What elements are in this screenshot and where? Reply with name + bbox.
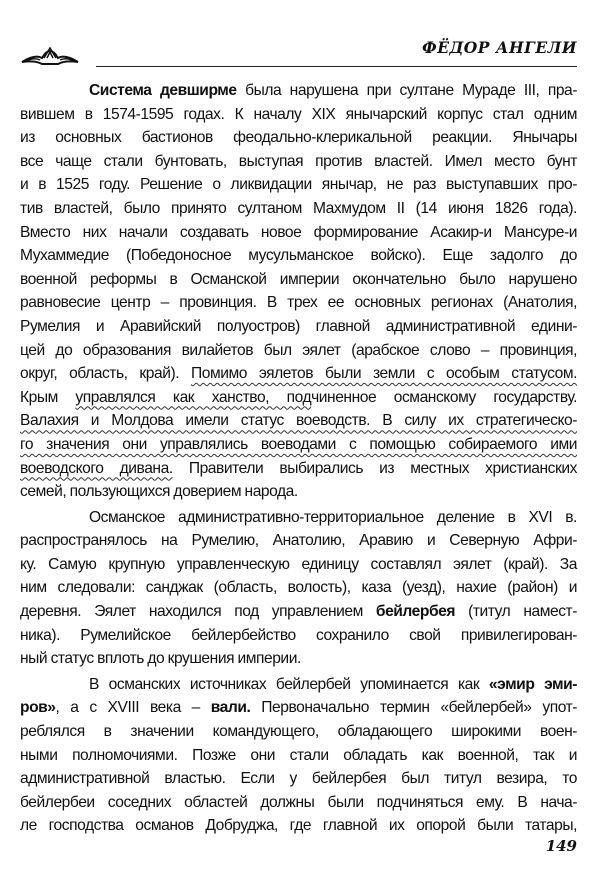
text-line xyxy=(20,315,577,339)
handwritten-underline-text: го значения они управлялись воеводами с помощью собираемого ими xyxy=(20,435,577,453)
text-line xyxy=(20,339,577,363)
text-segment: административной властью. Если у бейлербея был титул везира, то xyxy=(20,770,577,788)
text-segment: деревня. Эялет находился под управлением xyxy=(20,603,376,621)
text-line xyxy=(20,814,577,838)
paragraph xyxy=(20,79,577,504)
text-line xyxy=(20,433,577,457)
text-segment: реблялся в значении командующего, обладающего широкими воен- xyxy=(20,723,577,741)
ornament-icon xyxy=(20,44,80,66)
text-line xyxy=(20,576,577,600)
text-line xyxy=(20,244,577,268)
handwritten-underline-text: управлялся как ханство, под xyxy=(75,388,312,406)
text-segment: из основных бастионов феодально-клерикальной реакции. Янычары xyxy=(20,129,577,147)
bold-term: ров» xyxy=(20,699,56,717)
paragraph xyxy=(20,673,577,838)
bold-term: бейлербея xyxy=(375,603,456,621)
text-segment: ный статус вплоть до крушения империи. xyxy=(20,650,301,668)
paragraph xyxy=(20,506,577,671)
text-line xyxy=(20,744,577,768)
text-segment: Мухаммедие (Победоносное мусульманское войско). Еще задолго до xyxy=(20,247,577,265)
text-line xyxy=(20,79,577,103)
text-line xyxy=(20,480,577,504)
text-line xyxy=(20,409,577,433)
text-segment: ним следовали: санджак (область, волость), каза (уезд), нахие (район) и xyxy=(20,579,577,597)
text-segment: ника). Румелийское бейлербейство сохранило свой привилегирован- xyxy=(20,626,577,644)
handwritten-underline-text: Валахия и Молдова имели статус воеводств. В силу их стратегическо- xyxy=(20,412,577,430)
text-line xyxy=(20,624,577,648)
text-segment: (титул намест- xyxy=(455,603,577,621)
text-line xyxy=(20,103,577,127)
text-line xyxy=(20,291,577,315)
text-line xyxy=(20,696,577,720)
text-segment: равновесие центр – провинция. В трех ее основных регионах (Анатолия, xyxy=(20,294,577,312)
text-line xyxy=(20,673,577,697)
text-segment: вившем в 1574-1595 годах. К началу XIX янычарский корпус стал одним xyxy=(20,105,577,123)
text-segment: чиненное османскому государству. xyxy=(311,388,577,406)
text-segment: военной реформы в Османской империи окончательно было нарушено xyxy=(20,270,577,288)
page-number: 149 xyxy=(545,837,577,855)
text-line xyxy=(20,720,577,744)
running-header-author: ФЁДОР АНГЕЛИ xyxy=(422,38,577,57)
text-line xyxy=(20,150,577,174)
text-line xyxy=(20,506,577,530)
text-line xyxy=(20,362,577,386)
text-segment: Крым xyxy=(20,388,76,406)
text-segment: Правители выбирались из местных христианских xyxy=(172,459,577,477)
text-line xyxy=(20,126,577,150)
bold-term: Система девширме xyxy=(89,82,237,99)
text-segment: цей до образования вилайетов был эялет (арабское слово – провинция, xyxy=(20,341,577,359)
text-line xyxy=(20,600,577,624)
text-segment: Османское административно-территориальное деление в XVI в. xyxy=(89,508,577,526)
text-line xyxy=(20,173,577,197)
text-line xyxy=(20,268,577,292)
text-segment: распространялось на Румелию, Анатолию, Аравию и Северную Афри- xyxy=(20,532,577,550)
text-segment: ными полномочиями. Позже они стали обладать как военной, так и xyxy=(20,746,577,764)
text-segment: все чаще стали бунтовать, выступая против властей. Имел место бунт xyxy=(20,152,577,170)
text-line xyxy=(20,529,577,553)
text-line xyxy=(20,197,577,221)
text-segment: , а с XVIII века – xyxy=(55,699,211,717)
text-segment: бейлербеи соседних областей должны были подчиняться ему. В нача- xyxy=(20,793,577,811)
body-text xyxy=(20,79,577,840)
text-line xyxy=(20,767,577,791)
text-line xyxy=(20,457,577,481)
text-line xyxy=(20,553,577,577)
text-segment: и в 1525 году. Решение о ликвидации янычар, не раз выступавших про- xyxy=(20,176,577,194)
handwritten-underline-text: Помимо эялетов были земли с особым статусом. xyxy=(190,365,577,383)
text-segment: В османских источниках бейлербей упоминается как xyxy=(89,675,489,693)
text-segment: Румелия и Аравийский полуостров) главной административной едини- xyxy=(20,317,577,335)
text-line xyxy=(20,791,577,815)
text-segment: Первоначально термин «бейлербей» упот- xyxy=(250,699,578,717)
text-segment: Вместо них начали создавать новое формирование Асакир-и Мансуре-и xyxy=(20,223,577,241)
text-segment: ку. Самую крупную управленческую единицу составлял эялет (край). За xyxy=(20,555,577,573)
text-segment: округ, область, край). xyxy=(20,365,191,383)
bold-term: «эмир эми- xyxy=(488,675,577,693)
text-segment: ле господства османов Добруджа, где главной их опорой были татары, xyxy=(20,817,577,835)
text-segment: семей, пользующихся доверием народа. xyxy=(20,483,298,501)
text-segment: тив властей, было принято султаном Махмудом II (14 июня 1826 года). xyxy=(20,199,577,217)
text-line xyxy=(20,221,577,245)
header-divider xyxy=(96,66,577,67)
text-line xyxy=(20,386,577,410)
text-line xyxy=(20,647,577,671)
handwritten-underline-text: воеводского дивана. xyxy=(20,459,173,477)
text-segment: была нарушена при султане Мураде III, пра- xyxy=(236,82,578,99)
bold-term: вали. xyxy=(210,699,251,717)
